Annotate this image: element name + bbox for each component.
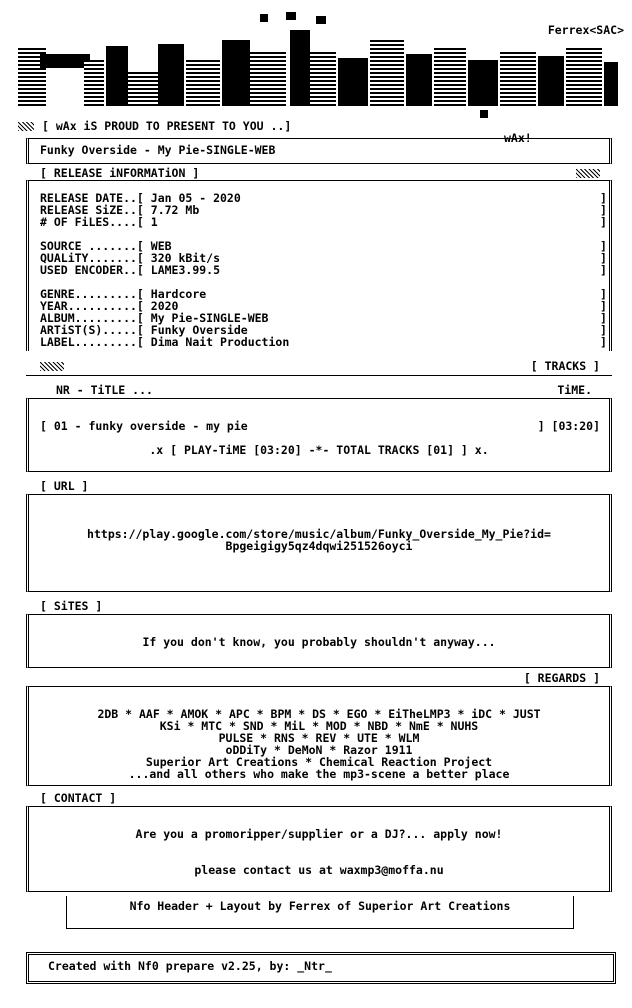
release-info-line: QUALiTY.......[ 320 kBit/s	[40, 251, 221, 265]
regards-line: PULSE * RNS * REV * UTE * WLM	[218, 731, 420, 745]
hatch-decoration	[18, 122, 34, 131]
release-info-line: RELEASE DATE..[ Jan 05 - 2020	[40, 191, 241, 205]
bracket: ]	[600, 299, 607, 313]
url-line-1[interactable]: https://play.google.com/store/music/album/Funky_Overside_My_Pie?id=	[87, 527, 551, 541]
release-info-line: YEAR..........[ 2020	[40, 299, 179, 313]
url-line-2[interactable]: Bpgeigigy5qz4dqwi251526oyci	[225, 539, 413, 553]
bracket: ]	[600, 287, 607, 301]
regards-line: ...and all others who make the mp3-scene a better place	[128, 767, 510, 781]
regards-line: 2DB * AAF * AMOK * APC * BPM * DS * EGO * EiTheLMP3 * iDC * JUST	[97, 707, 541, 721]
wax-logo	[10, 10, 626, 120]
bracket: ]	[600, 239, 607, 253]
release-info-lines	[40, 192, 289, 348]
bracket: ]	[600, 203, 607, 217]
release-info-line: RELEASE SiZE..[ 7.72 Mb	[40, 203, 200, 217]
track-row-title: [ 01 - funky overside - my pie	[40, 419, 248, 433]
tracks-box	[26, 398, 612, 472]
release-info-line: USED ENCODER..[ LAME3.99.5	[40, 263, 221, 277]
divider	[26, 375, 612, 376]
bracket: ]	[600, 191, 607, 205]
url-label: [ URL ]	[40, 479, 89, 493]
regards-line: oDDiTy * DeMoN * Razor 1911	[225, 743, 413, 757]
release-info-line: ALBUM.........[ My Pie-SINGLE-WEB	[40, 311, 269, 325]
bracket: ]	[600, 263, 607, 277]
wax-tag: wAx!	[504, 131, 532, 145]
tracks-col-title: NR - TiTLE ...	[56, 383, 153, 397]
tracks-summary: .x [ PLAY-TiME [03:20] -*- TOTAL TRACKS [01] ] x.	[149, 443, 489, 457]
ascii-credit: Ferrex<SAC>	[547, 23, 624, 37]
bracket: ]	[600, 323, 607, 337]
contact-line-1: Are you a promoripper/supplier or a DJ?... apply now!	[135, 827, 503, 841]
release-info-line: # OF FiLES....[ 1	[40, 215, 158, 229]
release-title: Funky Overside - My Pie-SINGLE-WEB	[40, 143, 276, 157]
tracks-col-time: TiME.	[557, 383, 592, 397]
regards-line: KSi * MTC * SND * MiL * MOD * NBD * NmE * NUHS	[159, 719, 479, 733]
contact-label: [ CONTACT ]	[40, 791, 117, 805]
contact-box	[26, 806, 612, 892]
contact-email[interactable]: please contact us at waxmp3@moffa.nu	[194, 863, 444, 877]
bracket: ]	[600, 335, 607, 349]
release-info-line: GENRE.........[ Hardcore	[40, 287, 207, 301]
release-info-line: ARTiST(S).....[ Funky Overside	[40, 323, 248, 337]
release-info-line: LABEL.........[ Dima Nait Production	[40, 335, 290, 349]
hatch-decoration	[576, 169, 600, 178]
release-info-line: SOURCE .......[ WEB	[40, 239, 172, 253]
bracket: ]	[600, 251, 607, 265]
release-info-right-brackets	[600, 192, 607, 348]
tracks-label: [ TRACKS ]	[530, 359, 600, 373]
created-with: Created with Nf0 prepare v2.25, by: _Ntr_	[48, 959, 332, 973]
sites-label: [ SiTES ]	[40, 599, 103, 613]
layout-credit: Nfo Header + Layout by Ferrex of Superior Art Creations	[129, 899, 511, 913]
track-row-time: ] [03:20]	[537, 419, 600, 433]
release-info-label: [ RELEASE iNFORMATiON ]	[40, 166, 200, 180]
hatch-decoration	[40, 362, 64, 371]
regards-line: Superior Art Creations * Chemical Reaction Project	[145, 755, 493, 769]
present-line: [ wAx iS PROUD TO PRESENT TO YOU ..]	[42, 119, 292, 133]
bracket: ]	[600, 215, 607, 229]
sites-text: If you don't know, you probably shouldn't anyway...	[142, 635, 496, 649]
bracket: ]	[600, 311, 607, 325]
regards-label: [ REGARDS ]	[523, 671, 600, 685]
